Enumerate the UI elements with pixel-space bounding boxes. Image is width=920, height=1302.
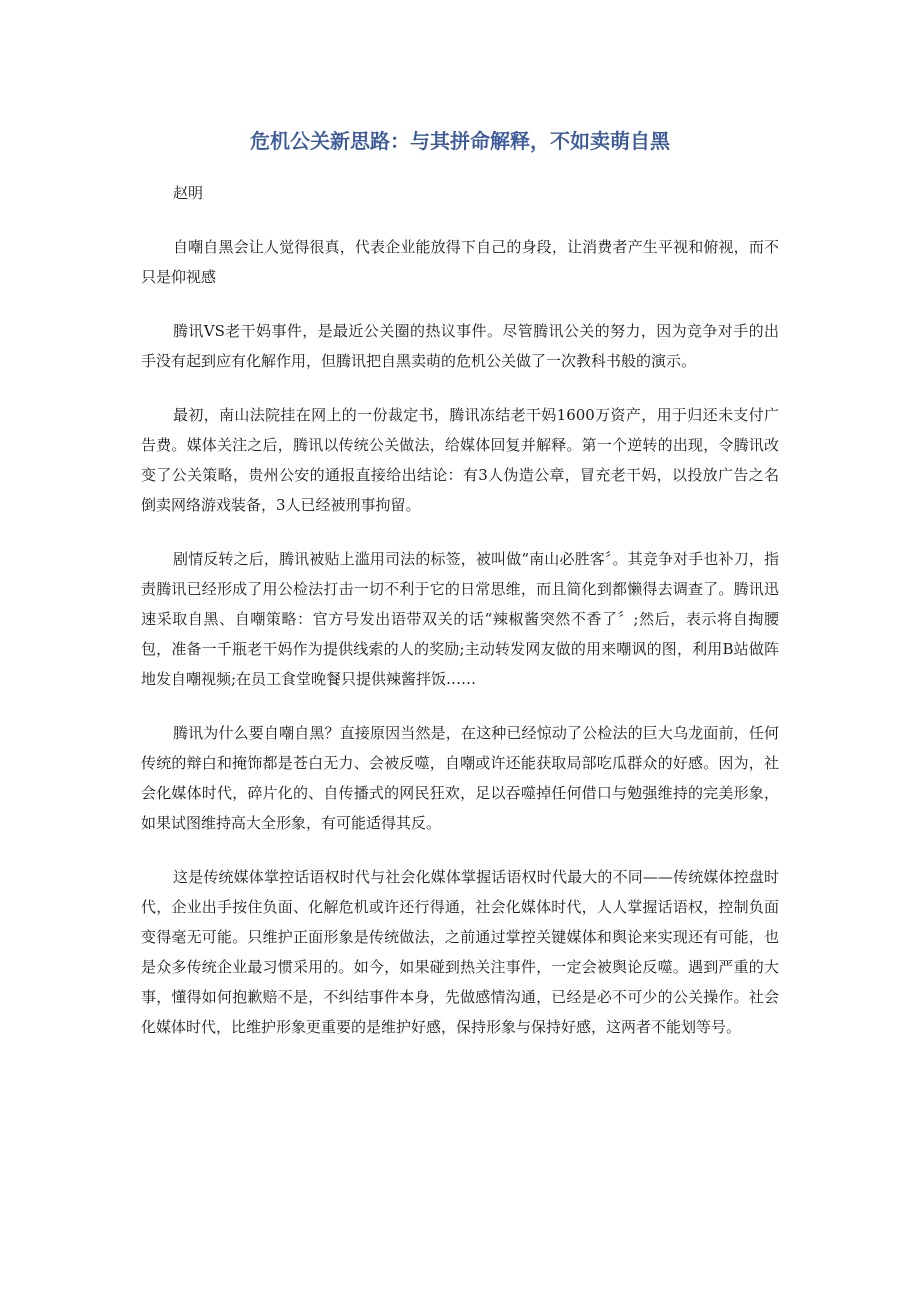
paragraph-conclusion: 这是传统媒体掌控话语权时代与社会化媒体掌握话语权时代最大的不同——传统媒体控盘时代，企业出手按住负面、化解危机或许还行得通，社会化媒体时代，人人掌握话语权，控制负面变得毫无可能。只维护正面形象是传统做法，之前通过掌控关键媒体和舆论来实现还有可能，也是众多传统企业最习惯采用的。如今，如果碰到热关注事件，一定会被舆论反噬。遇到严重的大事，懂得如何抱歉赔不是，不纠结事件本身，先做感情沟通，已经是必不可少的公关操作。社会化媒体时代，比维护形象更重要的是维护好感，保持形象与保持好感，这两者不能划等号。 xyxy=(141,868,779,1036)
article-title: 危机公关新思路：与其拼命解释，不如卖萌自黑 xyxy=(250,129,670,153)
paragraph-summary: 自嘲自黑会让人觉得很真，代表企业能放得下自己的身段，让消费者产生平视和俯视，而不只是仰视感 xyxy=(141,238,779,286)
article-author: 赵明 xyxy=(173,184,204,202)
paragraph-intro: 腾讯VS老干妈事件，是最近公关圈的热议事件。尽管腾讯公关的努力，因为竞争对手的出手没有起到应有化解作用，但腾讯把自黑卖萌的危机公关做了一次教科书般的演示。 xyxy=(141,322,779,370)
paragraph-background: 最初，南山法院挂在网上的一份裁定书，腾讯冻结老干妈1600万资产，用于归还未支付广告费。媒体关注之后，腾讯以传统公关做法，给媒体回复并解释。第一个逆转的出现，令腾讯改变了公关策略，贵州公安的通报直接给出结论：有3人伪造公章，冒充老干妈，以投放广告之名倒卖网络游戏装备，3人已经被刑事拘留。 xyxy=(141,406,779,514)
paragraph-reason: 腾讯为什么要自嘲自黑？直接原因当然是，在这种已经惊动了公检法的巨大乌龙面前，任何传统的辩白和掩饰都是苍白无力、会被反噬，自嘲或许还能获取局部吃瓜群众的好感。因为，社会化媒体时代，碎片化的、自传播式的网民狂欢，足以吞噬掉任何借口与勉强维持的完美形象，如果试图维持高大全形象，有可能适得其反。 xyxy=(141,724,779,832)
article-body xyxy=(141,178,779,1066)
paragraph-strategy: 剧情反转之后，腾讯被贴上滥用司法的标签，被叫做“南山必胜客〞。其竞争对手也补刀，指责腾讯已经形成了用公检法打击一切不利于它的日常思维，而且简化到都懒得去调查了。腾讯迅速采取自黑、自嘲策略：官方号发出语带双关的话“辣椒酱突然不香了〞;然后，表示将自掏腰包，准备一千瓶老干妈作为提供线索的人的奖励;主动转发网友做的用来嘲讽的图，利用B站做阵地发自嘲视频;在员工食堂晚餐只提供辣酱拌饭…… xyxy=(141,550,779,688)
